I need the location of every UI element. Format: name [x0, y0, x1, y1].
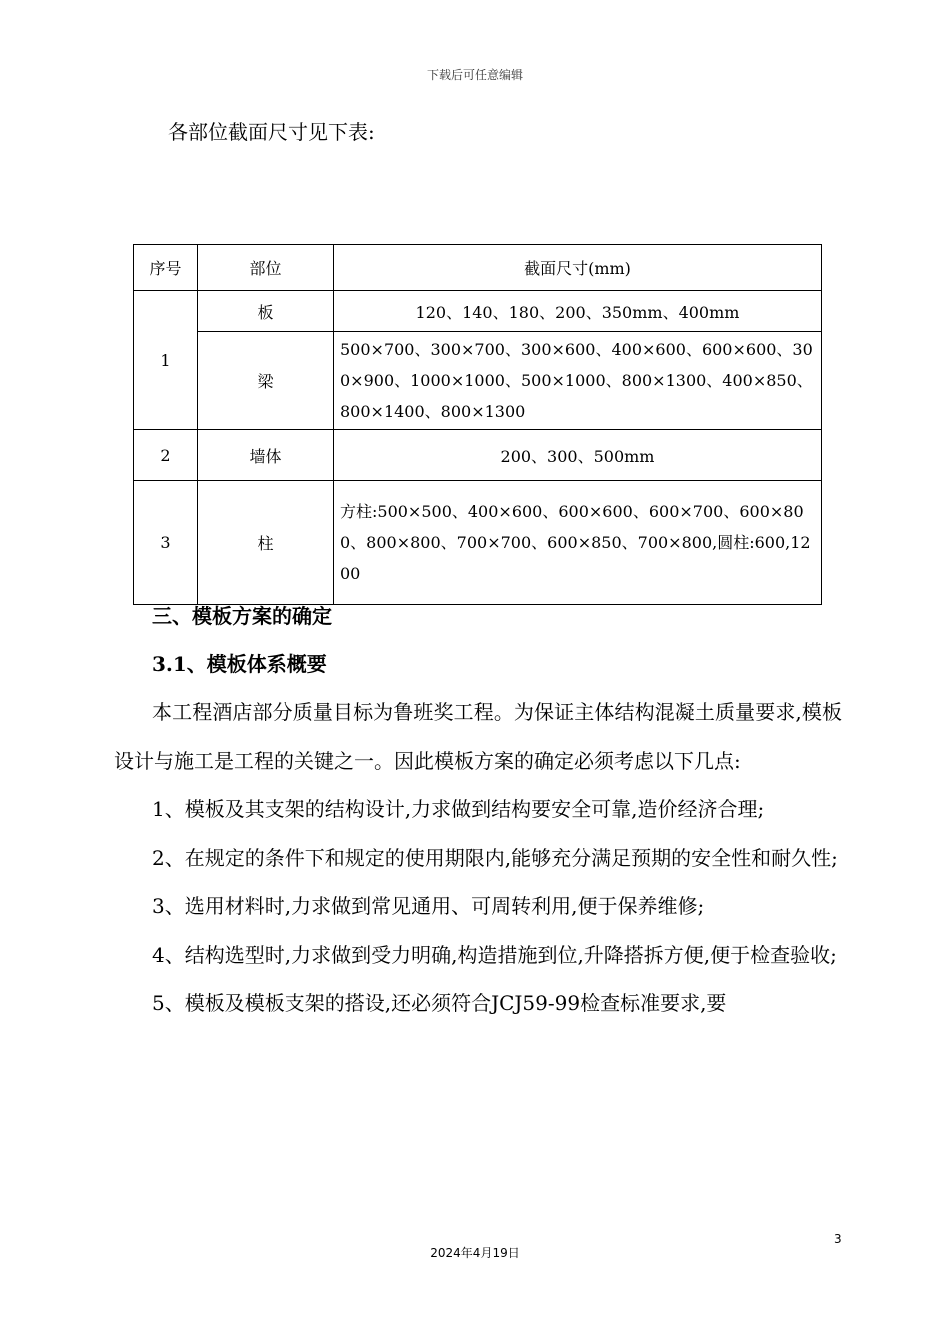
subsection-heading: 3.1、模板体系概要	[152, 652, 327, 676]
row-part: 墙体	[198, 430, 334, 481]
paragraph: 3、选用材料时,力求做到常见通用、可周转利用,便于保养维修;	[152, 894, 705, 918]
footer-date: 2024年4月19日	[430, 1246, 520, 1260]
row-number: 1	[134, 291, 198, 430]
row-part: 板	[198, 291, 334, 332]
row-size: 方柱:500×500、400×600、600×600、600×700、600×800、800×800、700×700、600×850、700×800,圆柱:600,1200	[334, 481, 822, 605]
row-part: 柱	[198, 481, 334, 605]
page-header: 下载后可任意编辑	[426, 68, 523, 82]
paragraph: 1、模板及其支架的结构设计,力求做到结构要安全可靠,造价经济合理;	[152, 797, 765, 821]
header-cell-size: 截面尺寸(mm)	[334, 245, 822, 291]
table-row	[134, 481, 822, 605]
section-size-table	[133, 244, 822, 605]
section-heading: 三、模板方案的确定	[152, 604, 332, 628]
paragraph: 4、结构选型时,力求做到受力明确,构造措施到位,升降搭拆方便,便于检查验收;	[152, 942, 837, 967]
row-number: 3	[134, 481, 198, 605]
table-row	[134, 291, 822, 332]
page-number: 3	[834, 1232, 842, 1246]
table-header-row	[134, 245, 822, 291]
paragraph: 2、在规定的条件下和规定的使用期限内,能够充分满足预期的安全性和耐久性;	[152, 845, 838, 870]
row-size: 200、300、500mm	[334, 430, 822, 481]
row-number: 2	[134, 430, 198, 481]
table-row	[134, 430, 822, 481]
paragraph: 5、模板及模板支架的搭设,还必须符合JCJ59-99检查标准要求,要	[152, 991, 727, 1015]
row-size: 120、140、180、200、350mm、400mm	[334, 291, 822, 332]
table-row	[134, 332, 822, 430]
header-cell-part: 部位	[198, 245, 334, 291]
header-cell-no: 序号	[134, 245, 198, 291]
paragraph: 本工程酒店部分质量目标为鲁班奖工程。为保证主体结构混凝土质量要求,模板设计与施工是工程的关键之一。因此模板方案的确定必须考虑以下几点:	[114, 700, 842, 773]
body-text	[114, 688, 842, 1028]
table-intro: 各部位截面尺寸见下表:	[168, 120, 375, 144]
row-part: 梁	[198, 332, 334, 430]
row-size: 500×700、300×700、300×600、400×600、600×600、300×900、1000×1000、500×1000、800×1300、400×850、800×1400、800×1300	[334, 332, 822, 430]
